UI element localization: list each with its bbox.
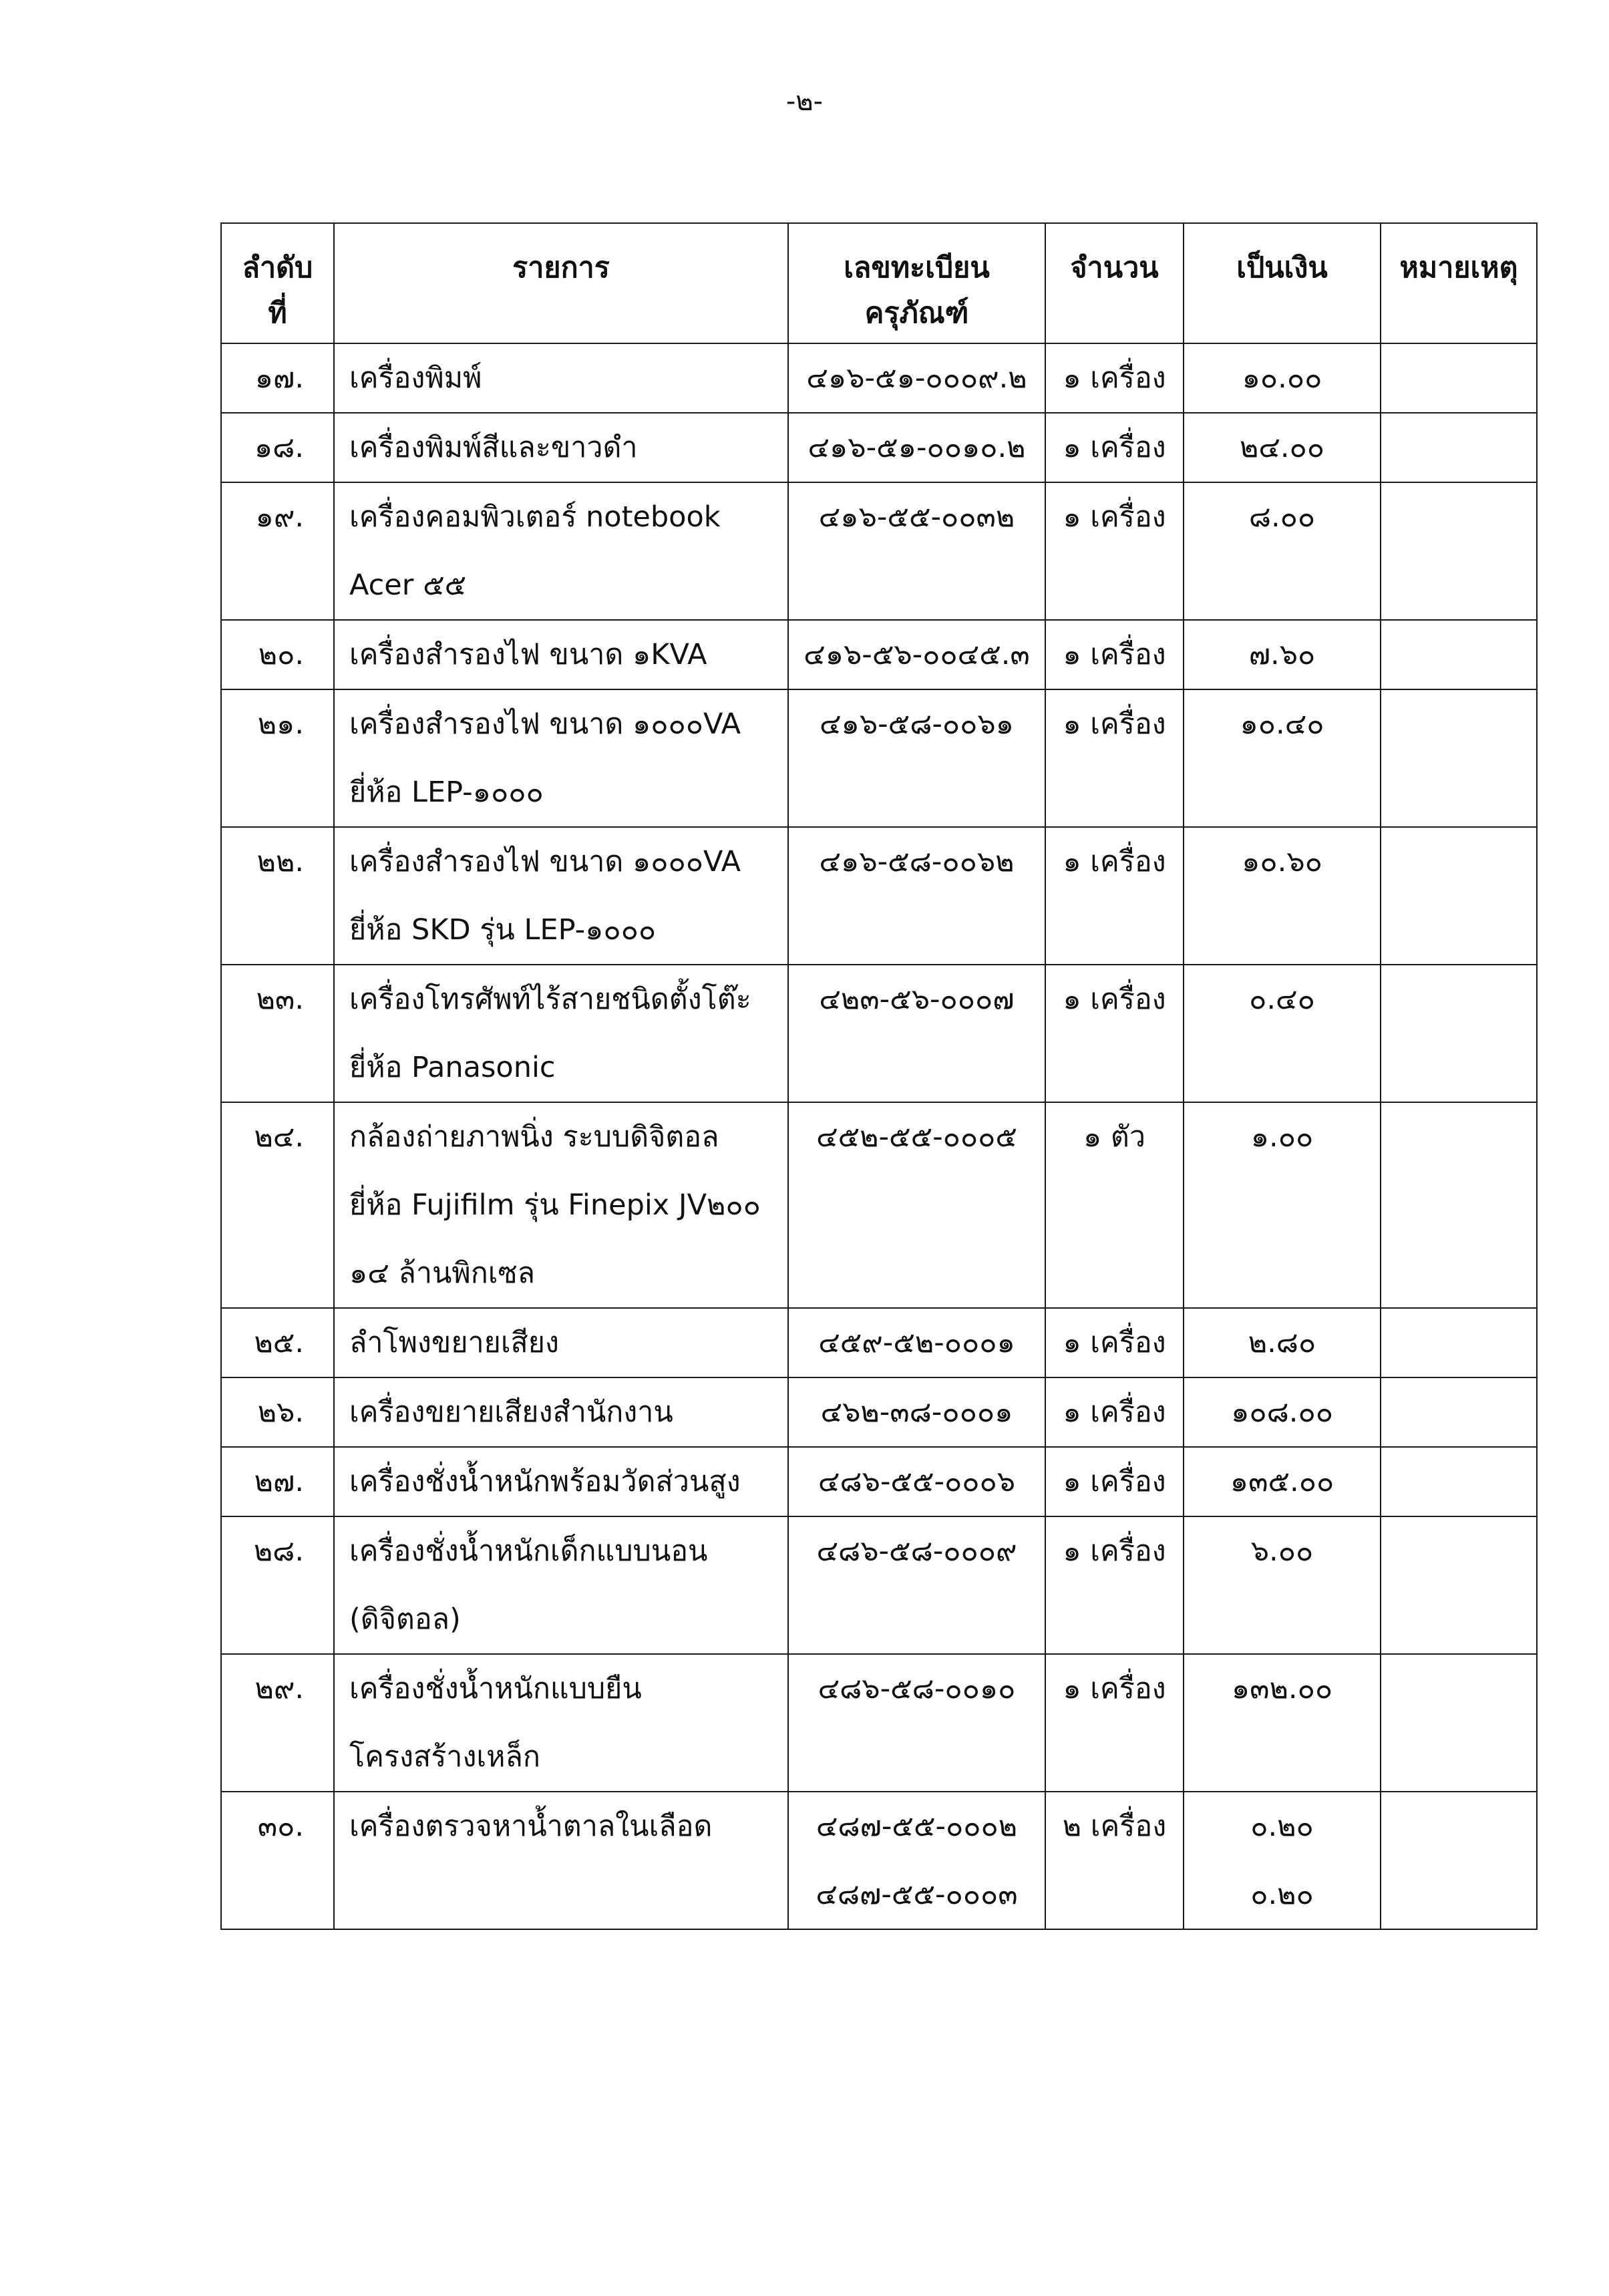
cell-no: ๒๘. — [221, 1516, 334, 1654]
table-row — [221, 1516, 1537, 1654]
item-line: เครื่องพิมพ์สีและขาวดำ — [349, 431, 638, 464]
table-row — [221, 1654, 1537, 1792]
cell-registration — [788, 965, 1045, 1102]
cell-amount — [1184, 689, 1381, 827]
cell-item — [334, 1516, 788, 1654]
cell-no: ๑๘. — [221, 413, 334, 482]
amount-line: ๑๓๕.๐๐ — [1230, 1465, 1334, 1498]
reg-line: ๔๑๖-๕๖-๐๐๔๕.๓ — [803, 638, 1030, 671]
amount-line: ๑๐๘.๐๐ — [1231, 1396, 1333, 1429]
item-line: Acer ๕๕ — [349, 568, 467, 602]
item-line: ยี่ห้อ LEP-๑๐๐๐ — [349, 776, 544, 809]
table-row — [221, 1102, 1537, 1308]
cell-note — [1381, 1654, 1537, 1792]
cell-note — [1381, 343, 1537, 413]
item-line: (ดิจิตอล) — [349, 1603, 461, 1636]
item-line: เครื่องชั่งน้ำหนักแบบยืน — [349, 1672, 642, 1705]
cell-registration — [788, 827, 1045, 965]
header-item: รายการ — [334, 223, 788, 343]
table-row — [221, 620, 1537, 689]
cell-amount — [1184, 343, 1381, 413]
cell-item — [334, 620, 788, 689]
amount-line: ๑๐.๖๐ — [1242, 845, 1322, 878]
asset-table — [220, 222, 1538, 1930]
cell-item — [334, 1654, 788, 1792]
cell-no: ๒๔. — [221, 1102, 334, 1308]
cell-amount — [1184, 1308, 1381, 1377]
cell-quantity: ๑ เครื่อง — [1045, 620, 1184, 689]
item-line: เครื่องชั่งน้ำหนักพร้อมวัดส่วนสูง — [349, 1465, 741, 1498]
reg-line: ๔๒๓-๕๖-๐๐๐๗ — [819, 983, 1015, 1016]
cell-registration — [788, 1308, 1045, 1377]
item-line: ๑๔ ล้านพิกเซล — [349, 1257, 536, 1290]
cell-no: ๒๐. — [221, 620, 334, 689]
header-registration: เลขทะเบียน ครุภัณฑ์ — [788, 223, 1045, 343]
amount-line: ๒๔.๐๐ — [1239, 431, 1325, 464]
cell-quantity: ๑ เครื่อง — [1045, 689, 1184, 827]
cell-note — [1381, 1516, 1537, 1654]
cell-amount — [1184, 827, 1381, 965]
item-line: โครงสร้างเหล็ก — [349, 1740, 540, 1774]
cell-item — [334, 1102, 788, 1308]
cell-note — [1381, 689, 1537, 827]
item-line: ยี่ห้อ Fujifilm รุ่น Finepix JV๒๐๐ — [349, 1188, 761, 1222]
cell-quantity: ๑ เครื่อง — [1045, 413, 1184, 482]
cell-registration — [788, 1516, 1045, 1654]
cell-note — [1381, 482, 1537, 620]
amount-line: ๖.๐๐ — [1250, 1534, 1314, 1568]
cell-no: ๑๗. — [221, 343, 334, 413]
amount-line: ๑๐.๐๐ — [1242, 361, 1322, 395]
item-line: เครื่องขยายเสียงสำนักงาน — [349, 1396, 673, 1429]
reg-line: ๔๑๖-๕๘-๐๐๖๒ — [819, 845, 1015, 878]
table-body — [221, 343, 1537, 1929]
header-quantity: จำนวน — [1045, 223, 1184, 343]
cell-note — [1381, 1447, 1537, 1516]
reg-line: ๔๕๙-๕๒-๐๐๐๑ — [818, 1326, 1015, 1359]
item-line: ยี่ห้อ SKD รุ่น LEP-๑๐๐๐ — [349, 913, 657, 947]
table-row — [221, 1308, 1537, 1377]
table-row — [221, 343, 1537, 413]
item-line: ลำโพงขยายเสียง — [349, 1326, 559, 1359]
amount-line: ๑๓๒.๐๐ — [1231, 1672, 1333, 1705]
table-row — [221, 827, 1537, 965]
amount-line: ๐.๒๐ — [1250, 1810, 1314, 1843]
cell-note — [1381, 1308, 1537, 1377]
item-line: กล้องถ่ายภาพนิ่ง ระบบดิจิตอล — [349, 1120, 719, 1154]
cell-amount — [1184, 1792, 1381, 1929]
cell-amount — [1184, 413, 1381, 482]
cell-note — [1381, 1102, 1537, 1308]
cell-no: ๓๐. — [221, 1792, 334, 1929]
cell-quantity: ๑ เครื่อง — [1045, 965, 1184, 1102]
cell-registration — [788, 413, 1045, 482]
item-line: เครื่องสำรองไฟ ขนาด ๑KVA — [349, 638, 707, 671]
cell-registration — [788, 1654, 1045, 1792]
amount-line: ๗.๖๐ — [1248, 638, 1316, 671]
cell-quantity: ๑ เครื่อง — [1045, 1377, 1184, 1447]
cell-quantity: ๑ เครื่อง — [1045, 1447, 1184, 1516]
reg-line: ๔๘๖-๕๘-๐๐๐๙ — [816, 1534, 1017, 1568]
amount-line: ๑๐.๔๐ — [1240, 707, 1324, 741]
cell-quantity: ๑ เครื่อง — [1045, 482, 1184, 620]
cell-no: ๒๗. — [221, 1447, 334, 1516]
header-note: หมายเหตุ — [1381, 223, 1537, 343]
item-line: เครื่องสำรองไฟ ขนาด ๑๐๐๐VA — [349, 845, 741, 878]
table-header-row — [221, 223, 1537, 343]
cell-amount — [1184, 1377, 1381, 1447]
cell-note — [1381, 827, 1537, 965]
header-no: ลำดับ ที่ — [221, 223, 334, 343]
table-row — [221, 689, 1537, 827]
reg-line: ๔๑๖-๕๑-๐๐๑๐.๒ — [808, 431, 1026, 464]
cell-item — [334, 689, 788, 827]
cell-registration — [788, 620, 1045, 689]
item-line: เครื่องสำรองไฟ ขนาด ๑๐๐๐VA — [349, 707, 741, 741]
cell-quantity: ๑ เครื่อง — [1045, 343, 1184, 413]
cell-item — [334, 413, 788, 482]
table-row — [221, 1447, 1537, 1516]
reg-line: ๔๑๖-๕๑-๐๐๐๙.๒ — [806, 361, 1027, 395]
cell-registration — [788, 689, 1045, 827]
reg-line: ๔๘๗-๕๕-๐๐๐๒ — [816, 1810, 1018, 1843]
cell-no: ๒๑. — [221, 689, 334, 827]
amount-line: ๒.๘๐ — [1248, 1326, 1316, 1359]
cell-note — [1381, 965, 1537, 1102]
cell-quantity: ๑ เครื่อง — [1045, 827, 1184, 965]
cell-amount — [1184, 1102, 1381, 1308]
reg-line: ๔๖๒-๓๘-๐๐๐๑ — [820, 1396, 1013, 1429]
cell-amount — [1184, 965, 1381, 1102]
cell-item — [334, 1377, 788, 1447]
cell-registration — [788, 1102, 1045, 1308]
cell-amount — [1184, 482, 1381, 620]
reg-line: ๔๘๖-๕๕-๐๐๐๖ — [818, 1465, 1016, 1498]
item-line: เครื่องโทรศัพท์ไร้สายชนิดตั้งโต๊ะ — [349, 983, 751, 1016]
amount-line: ๑.๐๐ — [1250, 1120, 1314, 1154]
item-line: เครื่องตรวจหาน้ำตาลในเลือด — [349, 1810, 713, 1843]
cell-amount — [1184, 620, 1381, 689]
cell-item — [334, 965, 788, 1102]
page-number: -๒- — [785, 86, 824, 117]
cell-item — [334, 1308, 788, 1377]
cell-quantity: ๒ เครื่อง — [1045, 1792, 1184, 1929]
header-amount: เป็นเงิน — [1184, 223, 1381, 343]
cell-amount — [1184, 1516, 1381, 1654]
reg-line: ๔๑๖-๕๕-๐๐๓๒ — [818, 500, 1015, 534]
amount-line: ๐.๒๐ — [1250, 1878, 1314, 1911]
amount-line: ๘.๐๐ — [1248, 500, 1316, 534]
cell-item — [334, 343, 788, 413]
table-row — [221, 1792, 1537, 1929]
cell-quantity: ๑ เครื่อง — [1045, 1308, 1184, 1377]
item-line: เครื่องชั่งน้ำหนักเด็กแบบนอน — [349, 1534, 708, 1568]
cell-quantity: ๑ ตัว — [1045, 1102, 1184, 1308]
reg-line: ๔๑๖-๕๘-๐๐๖๑ — [820, 707, 1014, 741]
cell-note — [1381, 413, 1537, 482]
cell-no: ๑๙. — [221, 482, 334, 620]
amount-line: ๐.๔๐ — [1249, 983, 1315, 1016]
cell-note — [1381, 1792, 1537, 1929]
cell-registration — [788, 1447, 1045, 1516]
cell-registration — [788, 1377, 1045, 1447]
cell-quantity: ๑ เครื่อง — [1045, 1516, 1184, 1654]
cell-item — [334, 827, 788, 965]
cell-no: ๒๓. — [221, 965, 334, 1102]
item-line: เครื่องพิมพ์ — [349, 361, 482, 395]
cell-amount — [1184, 1654, 1381, 1792]
reg-line: ๔๕๒-๕๕-๐๐๐๕ — [816, 1120, 1017, 1154]
reg-line: ๔๘๖-๕๘-๐๐๑๐ — [818, 1672, 1016, 1705]
cell-registration — [788, 343, 1045, 413]
cell-no: ๒๒. — [221, 827, 334, 965]
cell-registration — [788, 482, 1045, 620]
reg-line: ๔๘๗-๕๕-๐๐๐๓ — [816, 1878, 1018, 1911]
cell-amount — [1184, 1447, 1381, 1516]
cell-no: ๒๕. — [221, 1308, 334, 1377]
cell-note — [1381, 620, 1537, 689]
cell-item — [334, 1447, 788, 1516]
table-row — [221, 965, 1537, 1102]
cell-note — [1381, 1377, 1537, 1447]
item-line: ยี่ห้อ Panasonic — [349, 1051, 556, 1084]
cell-item — [334, 482, 788, 620]
table-row — [221, 482, 1537, 620]
table-row — [221, 413, 1537, 482]
cell-no: ๒๙. — [221, 1654, 334, 1792]
cell-registration — [788, 1792, 1045, 1929]
item-line: เครื่องคอมพิวเตอร์ notebook — [349, 500, 721, 534]
cell-no: ๒๖. — [221, 1377, 334, 1447]
cell-quantity: ๑ เครื่อง — [1045, 1654, 1184, 1792]
cell-item — [334, 1792, 788, 1929]
table-row — [221, 1377, 1537, 1447]
